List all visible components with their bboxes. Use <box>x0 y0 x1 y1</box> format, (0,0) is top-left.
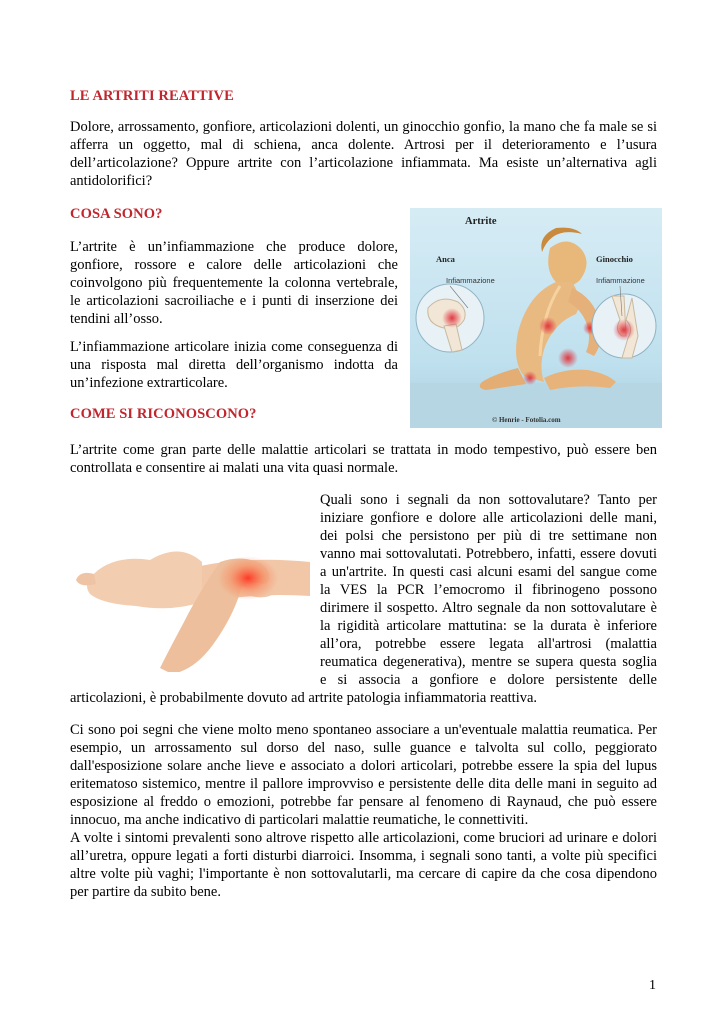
artrite-figure-svg <box>410 208 662 428</box>
riconoscono-paragraph-2-line: la VES la PCR l’emocromo il fibrinogeno possono <box>320 582 657 598</box>
figure-label-anca: Anca <box>436 254 455 264</box>
riconoscono-paragraph-2-wrap <box>320 491 657 689</box>
figure-label-ginocchio: Ginocchio <box>596 254 633 264</box>
section-heading-cosa-sono: COSA SONO? <box>70 206 163 222</box>
riconoscono-paragraph-2-line: la rigidità articolare mattutina: se la durata è inferiore <box>320 618 657 634</box>
page-title: LE ARTRITI REATTIVE <box>70 88 234 104</box>
figure-sublabel-ginocchio: Infiammazione <box>596 276 645 285</box>
figure-credit: © Henrie - Fotolia.com <box>492 416 561 424</box>
riconoscono-paragraph-2-line: dirimere il sospetto. Altro segnale da non sottovalutare è <box>320 600 657 616</box>
wrist-photo-svg <box>70 492 310 672</box>
intro-paragraph: Dolore, arrossamento, gonfiore, articolazioni dolenti, un ginocchio gonfio, la mano che fa male se si afferra un oggetto, mal di schiena, anca dolente. Artrosi per il deterioramento e l’usura dell’articolazione? Oppure artrite con l’articolazione infiammata. Ma esiste un’alternativa agli antidolorifici? <box>70 119 657 189</box>
artrite-illustration <box>410 208 662 428</box>
riconoscono-paragraph-2-line: reumatica degenerativa), mentre se supera questa soglia <box>320 654 657 670</box>
figure-title: Artrite <box>465 216 497 227</box>
riconoscono-paragraph-2-line: vanno mai sottovalutati. Potrebbero, infatti, essere dovuti <box>320 546 657 562</box>
riconoscono-paragraph-2-line: iniziare gonfiore e dolore alle articolazioni delle mani, <box>320 510 657 526</box>
cosa-sono-paragraph-2: L’infiammazione articolare inizia come conseguenza di una risposta mal diretta dell’organismo indotta da un’infezione extrarticolare. <box>70 339 398 391</box>
riconoscono-paragraph-2-last: articolazioni, è probabilmente dovuto ad artrite patologia infiammatoria reattiva. <box>70 690 538 706</box>
wrist-pain-photo <box>70 492 310 672</box>
riconoscono-paragraph-3: Ci sono poi segni che viene molto meno spontaneo associare a un'eventuale malattia reumatica. Per esempio, un arrossamento sul dorso del naso, sulle guance e talvolta sul collo, peggiorato dall'esposizione solare anche lieve e associato a dolori articolari, potrebbe essere la spia del lupus eritematoso sistemico, mentre il pallore improvviso e persistente delle dita delle mani in seguito ad esposizione al freddo o emozioni, potrebbe far pensare al fenomeno di Raynaud, che può essere innocuo, ma anche indicativo di particolari malattie reumatiche, le connettiviti. <box>70 722 657 828</box>
riconoscono-paragraph-1: L’artrite come gran parte delle malattie articolari se trattata in modo tempestivo, può essere ben controllata e consentire ai malati una vita quasi normale. <box>70 442 657 476</box>
section-heading-come-si-riconoscono: COME SI RICONOSCONO? <box>70 406 257 422</box>
riconoscono-paragraph-2-lines <box>320 491 657 689</box>
figure-sublabel-anca: Infiammazione <box>446 276 495 285</box>
riconoscono-paragraph-4: A volte i sintomi prevalenti sono altrove rispetto alle articolazioni, come bruciori ad urinare e dolori all’uretra, oppure legati a forti disturbi diarroici. Insomma, i segnali sono tanti, a volte più specifici altre volte più vaghi; l'importante è non sottovalutarli, ma cercare di capire da che cosa dipendono per partire da subito bene. <box>70 830 657 900</box>
cosa-sono-paragraph-1: L’artrite è un’infiammazione che produce dolore, gonfiore, rossore e calore delle articolazioni che coinvolgono più frequentemente la colonna vertebrale, le articolazioni sacroiliache e i punti di inserzione dei tendini all’osso. <box>70 239 398 327</box>
riconoscono-paragraph-2-line: Quali sono i segnali da non sottovalutare? Tanto per <box>320 492 657 508</box>
page-number: 1 <box>649 978 656 993</box>
riconoscono-paragraph-2-line: a un'artrite. In questi casi alcuni esami del sangue come <box>320 564 657 580</box>
riconoscono-paragraph-2-line: all’ora, potrebbe essere legata all'artrosi (malattia <box>320 636 657 652</box>
riconoscono-paragraph-2-line: dei polsi che persistono per più di tre settimane non <box>320 528 657 544</box>
riconoscono-paragraph-2-line: e si associa a gonfiore e dolore persistente delle <box>320 672 657 688</box>
